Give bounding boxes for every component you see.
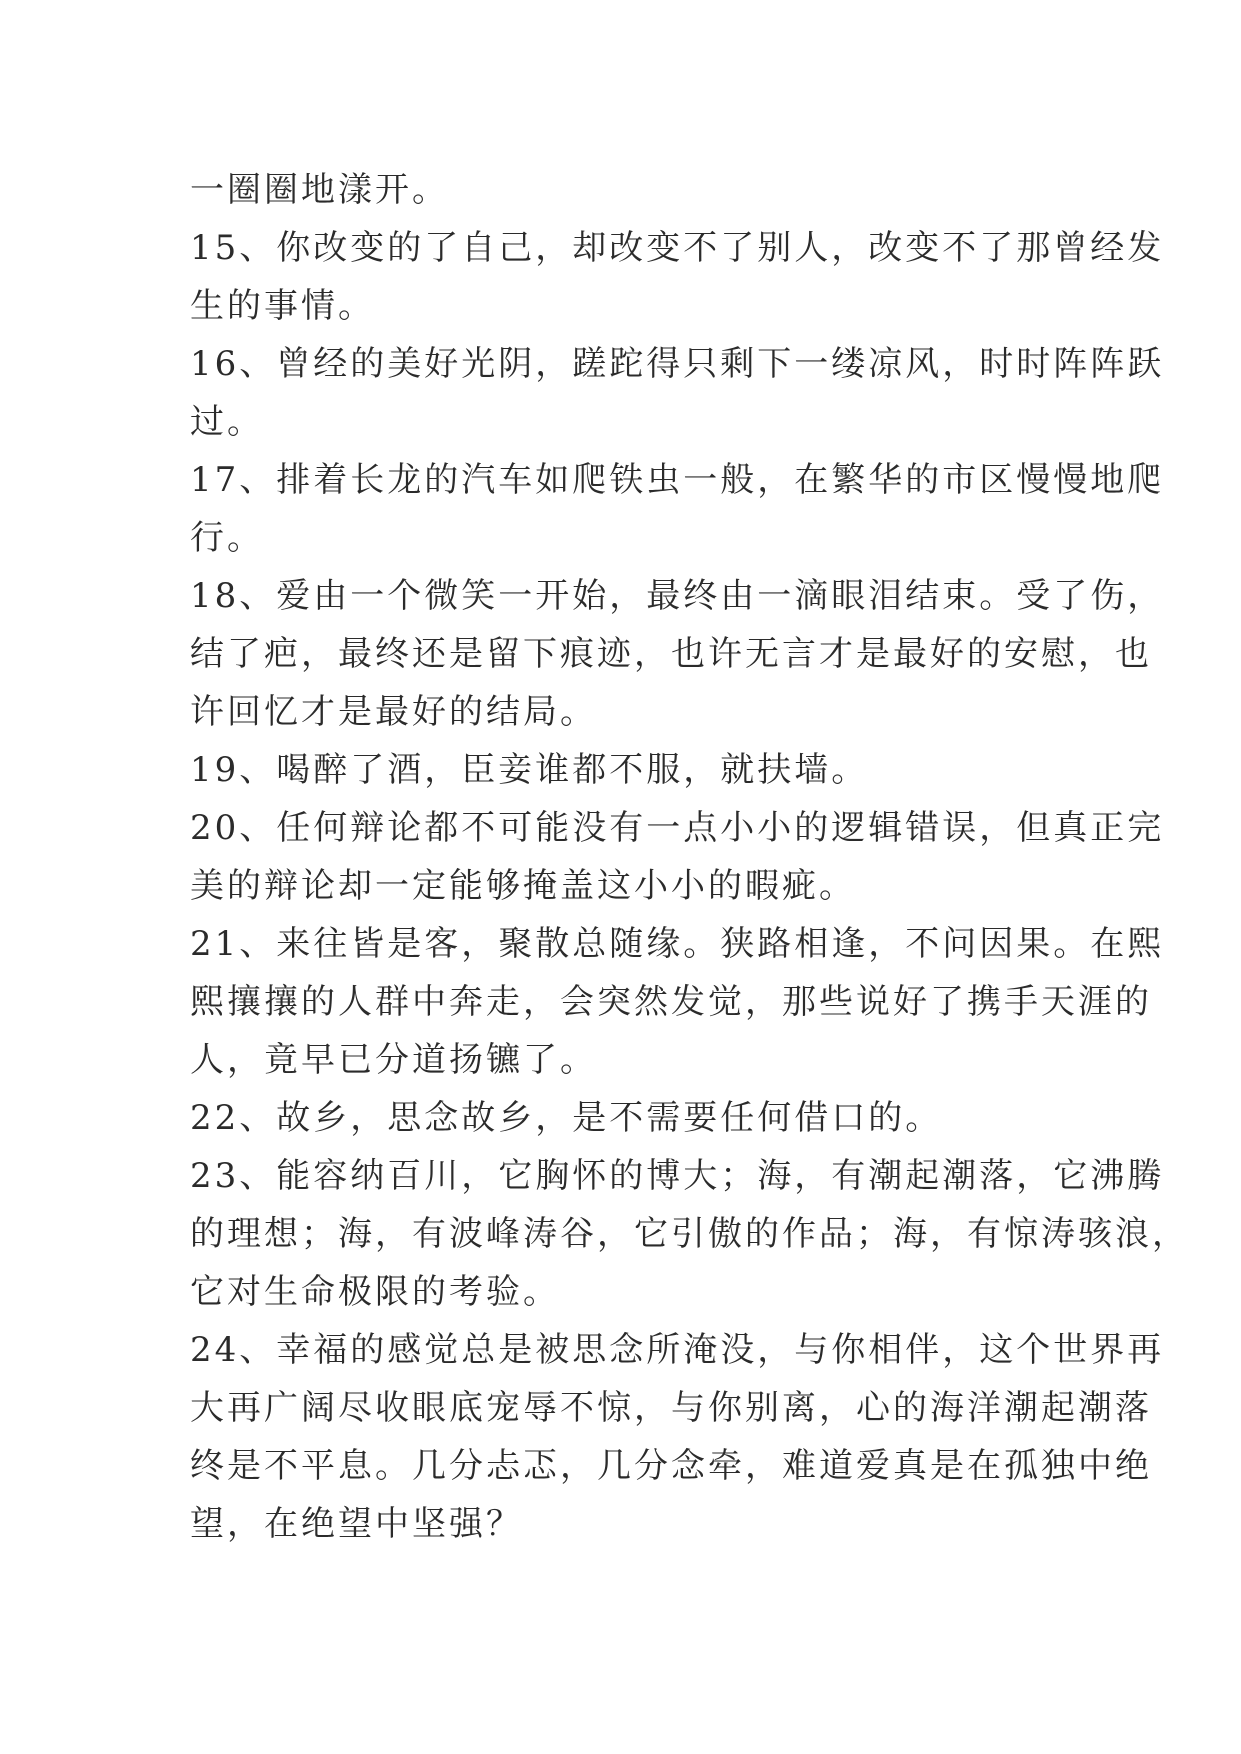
text-line: 大再广阔尽收眼底宠辱不惊，与你别离，心的海洋潮起潮落 (190, 1388, 1152, 1428)
body-text (190, 161, 1189, 1553)
text-line: 21、来往皆是客，聚散总随缘。狭路相逢，不问因果。在熙 (190, 924, 1165, 964)
text-line: 20、任何辩论都不可能没有一点小小的逻辑错误，但真正完 (190, 808, 1165, 848)
text-line: 美的辩论却一定能够掩盖这小小的暇疵。 (190, 866, 856, 906)
text-line: 24、幸福的感觉总是被思念所淹没，与你相伴，这个世界再 (190, 1330, 1165, 1370)
text-line: 它对生命极限的考验。 (190, 1272, 560, 1312)
text-line: 15、你改变的了自己，却改变不了别人，改变不了那曾经发 (190, 228, 1165, 268)
text-line: 许回忆才是最好的结局。 (190, 692, 597, 732)
text-line: 望，在绝望中坚强？ (190, 1504, 523, 1544)
text-line: 22、故乡，思念故乡，是不需要任何借口的。 (190, 1098, 943, 1138)
text-line: 熙攘攘的人群中奔走，会突然发觉，那些说好了携手天涯的 (190, 982, 1152, 1022)
text-line: 一圈圈地漾开。 (190, 170, 449, 210)
text-line: 16、曾经的美好光阴，蹉跎得只剩下一缕凉风，时时阵阵跃 (190, 344, 1165, 384)
text-line: 17、排着长龙的汽车如爬铁虫一般，在繁华的市区慢慢地爬 (190, 460, 1165, 500)
text-line: 23、能容纳百川，它胸怀的博大；海，有潮起潮落，它沸腾 (190, 1156, 1165, 1196)
text-line: 过。 (190, 402, 264, 442)
text-line: 19、喝醉了酒，臣妾谁都不服，就扶墙。 (190, 750, 869, 790)
text-line: 行。 (190, 518, 264, 558)
text-line: 生的事情。 (190, 286, 375, 326)
text-line: 18、爱由一个微笑一开始，最终由一滴眼泪结束。受了伤， (190, 576, 1165, 616)
text-line: 的理想；海，有波峰涛谷，它引傲的作品；海，有惊涛骇浪， (190, 1214, 1189, 1254)
text-line: 人，竟早已分道扬镳了。 (190, 1040, 597, 1080)
text-line: 结了疤，最终还是留下痕迹，也许无言才是最好的安慰，也 (190, 634, 1152, 674)
text-line: 终是不平息。几分忐忑，几分念牵，难道爱真是在孤独中绝 (190, 1446, 1152, 1486)
